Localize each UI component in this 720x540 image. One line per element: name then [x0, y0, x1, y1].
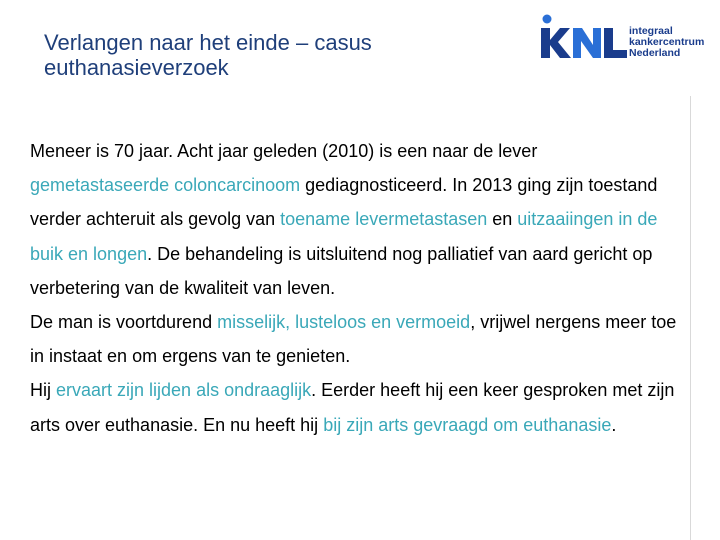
slide-title-line-1: Verlangen naar het einde – casus [44, 30, 372, 55]
p3-text-1: Hij [30, 380, 56, 401]
p1-highlight-2: toename levermetastasen [280, 209, 488, 230]
p1-highlight-3: uitzaaiingen in de buik en longen [30, 209, 658, 264]
knl-logo [537, 12, 705, 68]
knl-logo-icon [537, 12, 629, 68]
knl-logo-text [629, 26, 704, 59]
right-border-rule [690, 96, 691, 540]
p1-highlight-1: gemetastaseerde coloncarcinoom [30, 175, 301, 196]
p1-text-2: gediagnosticeerd. In 2013 ging zijn toestand verder achteruit als gevolg van [30, 175, 658, 230]
p3-highlight-2: bij zijn arts gevraagd om euthanasie [323, 414, 612, 435]
slide-title-line-2: euthanasieverzoek [44, 55, 229, 80]
paragraph-2 [30, 305, 680, 373]
paragraph-3 [30, 373, 680, 441]
slide-title [44, 30, 372, 80]
p2-text-2: , vrijwel nergens meer toe in instaat en om ergens van te genieten. [30, 312, 677, 367]
p2-text-1: De man is voortdurend [30, 312, 218, 333]
p1-text-3: en [487, 209, 518, 230]
logo-text-line-1: integraal [629, 25, 673, 37]
logo-text-line-2: kankercentrum [629, 36, 705, 48]
p2-highlight-1: misselijk, lusteloos en vermoeid [217, 312, 471, 333]
logo-text-line-3: Nederland [629, 47, 681, 59]
p3-text-3: . [611, 414, 617, 435]
p1-text-1: Meneer is 70 jaar. Acht jaar geleden (2010) is een naar de lever [30, 141, 538, 161]
case-description [30, 134, 680, 442]
p3-highlight-1: ervaart zijn lijden als ondraaglijk [56, 380, 312, 401]
p1-text-4: . De behandeling is uitsluitend nog palliatief van aard gericht op verbetering van de kwaliteit van leven. [30, 243, 653, 298]
p3-text-2: . Eerder heeft hij een keer gesproken met zijn arts over euthanasie. En nu heeft hij [30, 380, 675, 435]
paragraph-1 [30, 134, 680, 305]
